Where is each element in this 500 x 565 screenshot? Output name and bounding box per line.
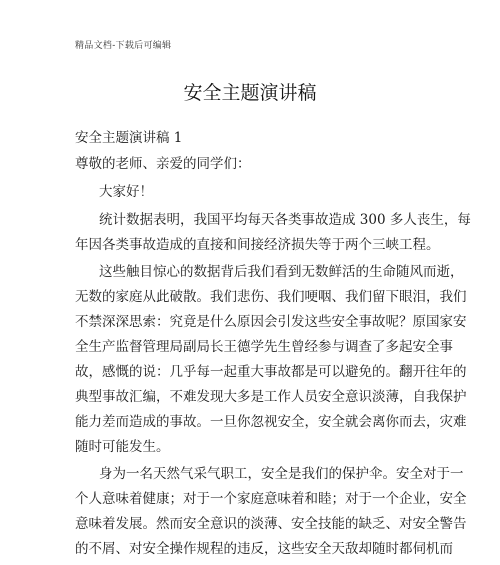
paragraph-line: 的不屑、对安全操作规程的违反，这些安全天敌却随时都伺机而 (75, 541, 453, 557)
section-heading: 安全主题演讲稿 1 (75, 130, 183, 146)
paragraph-line: 身为一名天然气采气职工，安全是我们的保护伞。安全对于一 (99, 466, 464, 482)
paragraph-line: 随时可能发生。 (75, 439, 170, 455)
paragraph-line: 不禁深深思索：究竟是什么原因会引发这些安全事故呢？原国家安 (75, 314, 467, 330)
paragraph-line: 故，感慨的说：几乎每一起重大事故都是可以避免的。翻开往年的 (75, 364, 467, 380)
paragraph-line: 能力差而造成的事故。一旦你忽视安全，安全就会离你而去，灾难 (75, 414, 467, 430)
paragraph-line: 无数的家庭从此破散。我们悲伤、我们哽咽、我们留下眼泪，我们 (75, 289, 467, 305)
paragraph-line: 这些触目惊心的数据背后我们看到无数鲜活的生命随风而逝， (99, 264, 464, 280)
paragraph-line: 全生产监督管理局副局长王德学先生曾经参与调查了多起安全事 (75, 339, 453, 355)
page-title: 安全主题演讲稿 (183, 82, 317, 104)
paragraph-line: 统计数据表明，我国平均每天各类事故造成 300 多人丧生，每 (99, 212, 471, 228)
greeting: 大家好！ (99, 184, 153, 200)
paragraph-line: 典型事故汇编，不难发现大多是工作人员安全意识淡薄，自我保护 (75, 389, 467, 405)
paragraph-line: 年因各类事故造成的直接和间接经济损失等于两个三峡工程。 (75, 237, 440, 253)
header-note: 精品文档-下载后可编辑 (75, 41, 172, 51)
paragraph-line: 个人意味着健康；对于一个家庭意味着和睦；对于一个企业，安全 (75, 491, 467, 507)
salutation: 尊敬的老师、亲爱的同学们： (75, 156, 251, 172)
paragraph-line: 意味着发展。然而安全意识的淡薄、安全技能的缺乏、对安全警告 (75, 516, 467, 532)
